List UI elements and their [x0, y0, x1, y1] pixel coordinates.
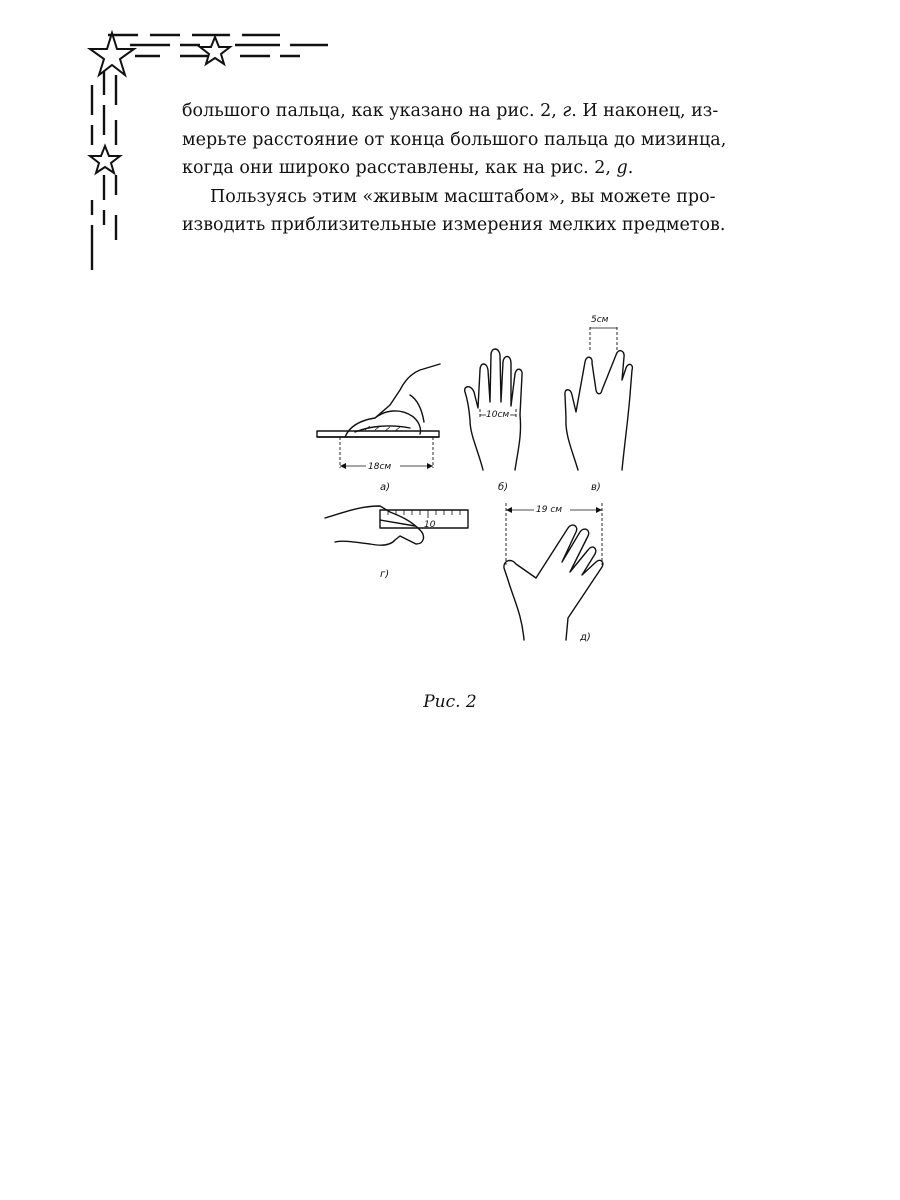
star-icon — [90, 146, 120, 173]
text-line-italic: g — [616, 158, 628, 178]
measure-label-b: 10см — [486, 410, 510, 420]
text-line: . — [627, 158, 634, 178]
panel-v — [565, 315, 633, 493]
text-line: мерьте расстояние от конца большого пальца до мизинца, — [182, 129, 727, 150]
paragraph-1 — [182, 97, 767, 183]
measure-label-v: 5см — [591, 315, 609, 325]
star-icon — [90, 33, 134, 75]
text-line: изводить приблизительные измерения мелких предметов. — [182, 215, 726, 235]
panel-a — [317, 364, 440, 493]
sublabel-b: б) — [498, 482, 509, 493]
text-line-italic: г — [562, 101, 572, 121]
text-line: когда они широко расставлены, как на рис. 2, — [182, 158, 617, 178]
panel-g — [325, 506, 468, 580]
sublabel-v: в) — [591, 482, 601, 493]
ruler-tick-label: 10 — [424, 520, 436, 530]
text-line: большого пальца, как указано на рис. 2, — [182, 101, 563, 121]
panel-b — [465, 349, 522, 493]
body-text — [182, 97, 767, 240]
sublabel-a: а) — [380, 482, 391, 493]
text-line: . И наконец, из- — [571, 101, 719, 121]
measure-label-a: 18см — [368, 462, 392, 472]
figure-caption: Рис. 2 — [423, 692, 477, 712]
text-line: Пользуясь этим «живым масштабом», вы можете про- — [210, 186, 716, 207]
star-icon — [200, 37, 230, 64]
hand-measurement-figure — [300, 300, 640, 660]
sublabel-g: г) — [380, 569, 390, 580]
paragraph-2 — [182, 183, 767, 240]
sublabel-d: д) — [580, 632, 591, 643]
panel-d — [504, 503, 603, 643]
measure-label-d: 19 см — [536, 505, 563, 515]
